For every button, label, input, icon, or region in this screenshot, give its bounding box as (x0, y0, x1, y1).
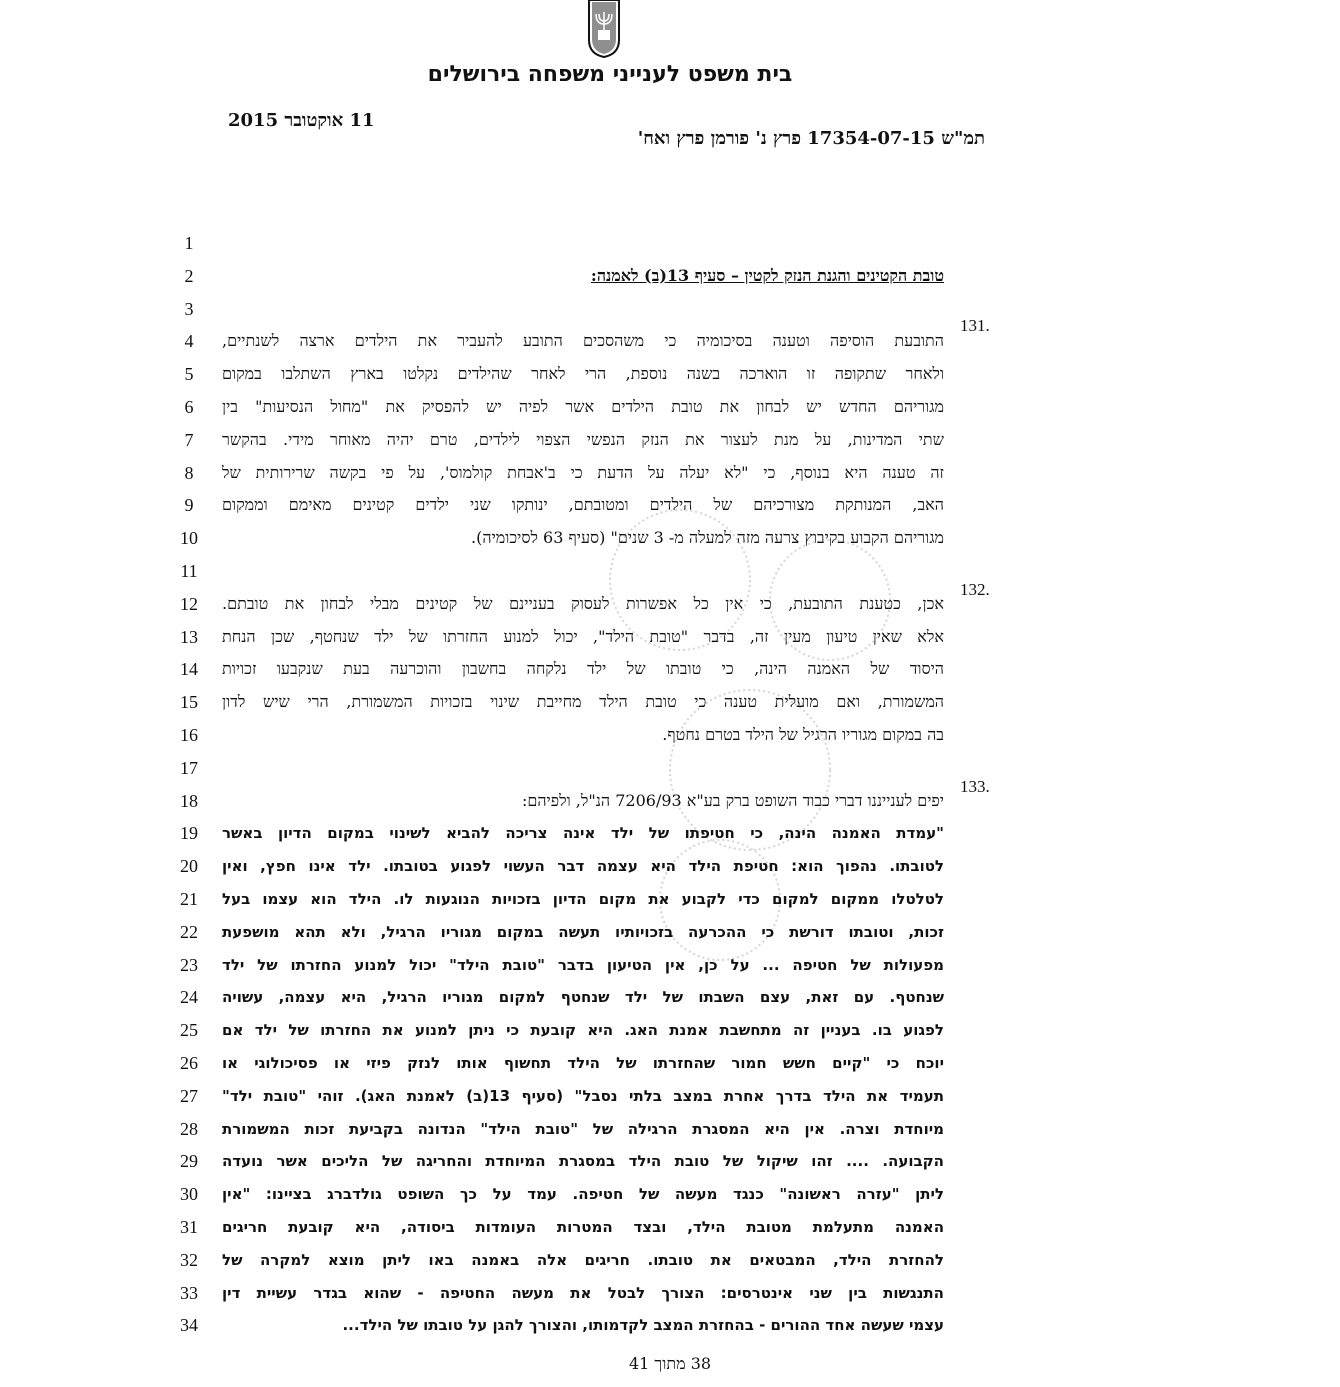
line-number: 11 (180, 560, 198, 581)
line-number: 12 (180, 593, 198, 614)
line-number: 29 (180, 1151, 198, 1172)
quote-line: תעמיד את הילד בדרך אחרת במצב בלתי נסבל" (סעיף 13(ב) לאמנת האג). זוהי "טובת ילד" (222, 1086, 944, 1105)
paragraph-line: היסוד של האמנה הינה, כי טובתו של ילד נלקחה בחשבון והוכרעה בעת שנקבעו זכויות (222, 659, 944, 679)
paragraph-line: מגוריהם החדש יש לבחון את טובת הילדים אשר לפיה יש להפסיק את "מחול הנסיעות" בין (222, 396, 944, 416)
line-number: 25 (180, 1020, 198, 1041)
line-number: 7 (184, 429, 194, 450)
quote-line: האמנה מתעלמת מטובת הילד, ובצד המטרות העומדות ביסודה, היא קובעת חריגים (222, 1217, 944, 1236)
quote-line: הקבועה. .... זהו שיקול של טובת הילד במסגרת המיוחדת והחריגה של הליכים אשר נועדה (222, 1152, 944, 1171)
paragraph-line: שתי המדינות, על מנת לעצור את הנזק הנפשי הצפוי לילדים, טרם יהיה מאוחר מידי. בהקשר (222, 429, 944, 449)
quote-line: שנחטף. עם זאת, עצם השבתו של ילד שנחטף למקום מגוריו הרגיל, היא עצמה, עשויה (222, 988, 944, 1007)
state-emblem-icon (586, 0, 622, 58)
line-number: 2 (184, 265, 194, 286)
line-number: 8 (184, 462, 194, 483)
line-number: 32 (180, 1249, 198, 1270)
quote-line: לטלטלו ממקום למקום כדי לקבוע את מקום הדיון בזכויות הנוגעות לו. הילד הוא עצמו בעל (222, 889, 944, 908)
document-date: 11 אוקטובר 2015 (228, 110, 375, 131)
line-number: 13 (180, 626, 198, 647)
quote-line: מפעולות של חטיפה ... על כן, אין הטיעון בדבר "טובת הילד" יכול למנוע החזרתו של ילד (222, 955, 944, 974)
page-indicator: 38 מתוך 41 (628, 1354, 712, 1373)
quote-line: עצמי שעשה אחד ההורים - בהחזרת המצב לקדמותו, והצורך להגן על טובתו של הילד... (342, 1316, 944, 1335)
court-name: בית משפט לענייני משפחה בירושלים (427, 62, 793, 87)
line-number: 34 (180, 1315, 198, 1336)
paragraph-line: האב, המנותקת מצורכיהם של הילדים ומטובתם, ינותקו שני ילדים קטינים מאימם וממקום (222, 495, 944, 515)
line-number: 22 (180, 921, 198, 942)
paragraph-line: התובעת הוסיפה וטענה בסיכומיה כי משהסכים התובע להעביר את הילדים ארצה לשנתיים, (222, 331, 944, 351)
paragraph-line: בה במקום מגוריו הרגיל של הילד בטרם נחטף. (662, 724, 944, 744)
quote-line: "עמדת האמנה הינה, כי חטיפתו של ילד אינה צריכה להביא לשינוי במקום הדיון באשר (222, 824, 944, 843)
paragraph-number: 131. (960, 316, 990, 335)
paragraph-number: 132. (960, 580, 990, 599)
line-number: 1 (184, 233, 194, 253)
line-number: 24 (180, 987, 198, 1008)
quote-line: להחזרת הילד, המבטאים את טובתו. חריגים אלה באמנה באו ליתן מוצא למקרה של (222, 1250, 944, 1269)
line-number: 23 (180, 954, 198, 975)
line-number: 3 (184, 298, 194, 319)
line-number: 28 (180, 1118, 198, 1139)
paragraph-line: מגוריהם הקבוע בקיבוץ צרעה מזה למעלה מ- 3 שנים" (סעיף 63 לסיכומיה). (471, 528, 944, 548)
line-number: 19 (180, 823, 198, 844)
section-heading: טובת הקטינים והגנת הנזק לקטין – סעיף 13(ב) לאמנה: (590, 265, 944, 285)
quote-line: לפגוע בו. בעניין זה מתחשבת אמנת האג. היא קובעת כי ניתן למנוע את החזרתו של ילד אם (222, 1021, 944, 1040)
quote-line: זכות, וטובתו דורשת כי ההכרעה בזכויותיו תעשה במקום מגוריו הרגיל, ולא תהא מושפעת (222, 922, 944, 941)
paragraph-number: 133. (960, 777, 990, 796)
line-number: 10 (180, 528, 198, 549)
line-number: 21 (180, 888, 198, 909)
line-number: 4 (184, 331, 194, 352)
line-number: 17 (180, 757, 198, 778)
quote-line: יוכח כי "קיים חשש חמור שהחזרתו של הילד תחשוף אותו לנזק פיזי או פסיכולוגי או (222, 1053, 944, 1072)
line-number: 20 (180, 856, 198, 877)
line-number: 31 (180, 1216, 198, 1237)
paragraph-line: אלא שאין טיעון מעין זה, בדבר "טובת הילד", יכול למנוע החזרתו של ילד שנחטף, שכן הנחת (222, 626, 944, 646)
quote-line: ליתן "עזרה ראשונה" כנגד מעשה של חטיפה. עמד על כך השופט גולדברג בציינו: "אין (222, 1185, 944, 1204)
line-number: 18 (180, 790, 198, 811)
line-number: 5 (184, 364, 194, 385)
paragraph-line: המשמורת, ואם מועלית טענה כי טובת הילד מחייבת שינוי בזכויות המשמורת, הרי שיש לדון (222, 692, 945, 712)
line-number-column (174, 232, 204, 1347)
line-number: 16 (180, 724, 198, 745)
paragraph-intro: יפים לענייננו דברי כבוד השופט ברק בע"א 7206/93 הנ"ל, ולפיהם: (521, 790, 944, 810)
quote-line: מיוחדת וצרה. אין היא המסגרת הרגילה של "טובת הילד" הנדונה בקביעת זכות המשמורת (222, 1119, 944, 1138)
quote-line: התנגשות בין שני אינטרסים: הצורך לבטל את מעשה החטיפה - שהוא בגדר עשיית דין (222, 1283, 944, 1302)
line-number: 6 (184, 396, 194, 417)
line-number: 30 (180, 1184, 198, 1205)
line-number: 15 (180, 692, 198, 713)
line-number: 14 (180, 659, 198, 680)
case-number: תמ"ש 17354-07-15 פרץ נ' פורמן פרץ ואח' (637, 128, 985, 149)
paragraph-line: ולאחר שתקופה זו הוארכה בשנה נוספת, הרי לאחר שהילדים נקלטו בארץ השתלבו במקום (222, 364, 944, 384)
quote-line: לטובתו. נהפוך הוא: חטיפת הילד היא עצמה דבר העשוי לפגוע בטובתו. ילד אינו חפץ, ואין (222, 857, 944, 876)
paragraph-line: זה טענה היא בנוסף, כי "לא יעלה על הדעת כי ב'אבחת קולמוס', על פי בקשה שרירותית של (222, 462, 944, 482)
line-number: 9 (184, 495, 194, 516)
line-number: 26 (180, 1052, 198, 1073)
document-body (222, 232, 944, 1347)
paragraph-line: אכן, כטענת התובעת, כי אין כל אפשרות לעסוק בעניינם של קטינים מבלי לבחון את טובתם. (222, 593, 944, 613)
line-number: 27 (180, 1085, 198, 1106)
line-number: 33 (180, 1282, 198, 1303)
